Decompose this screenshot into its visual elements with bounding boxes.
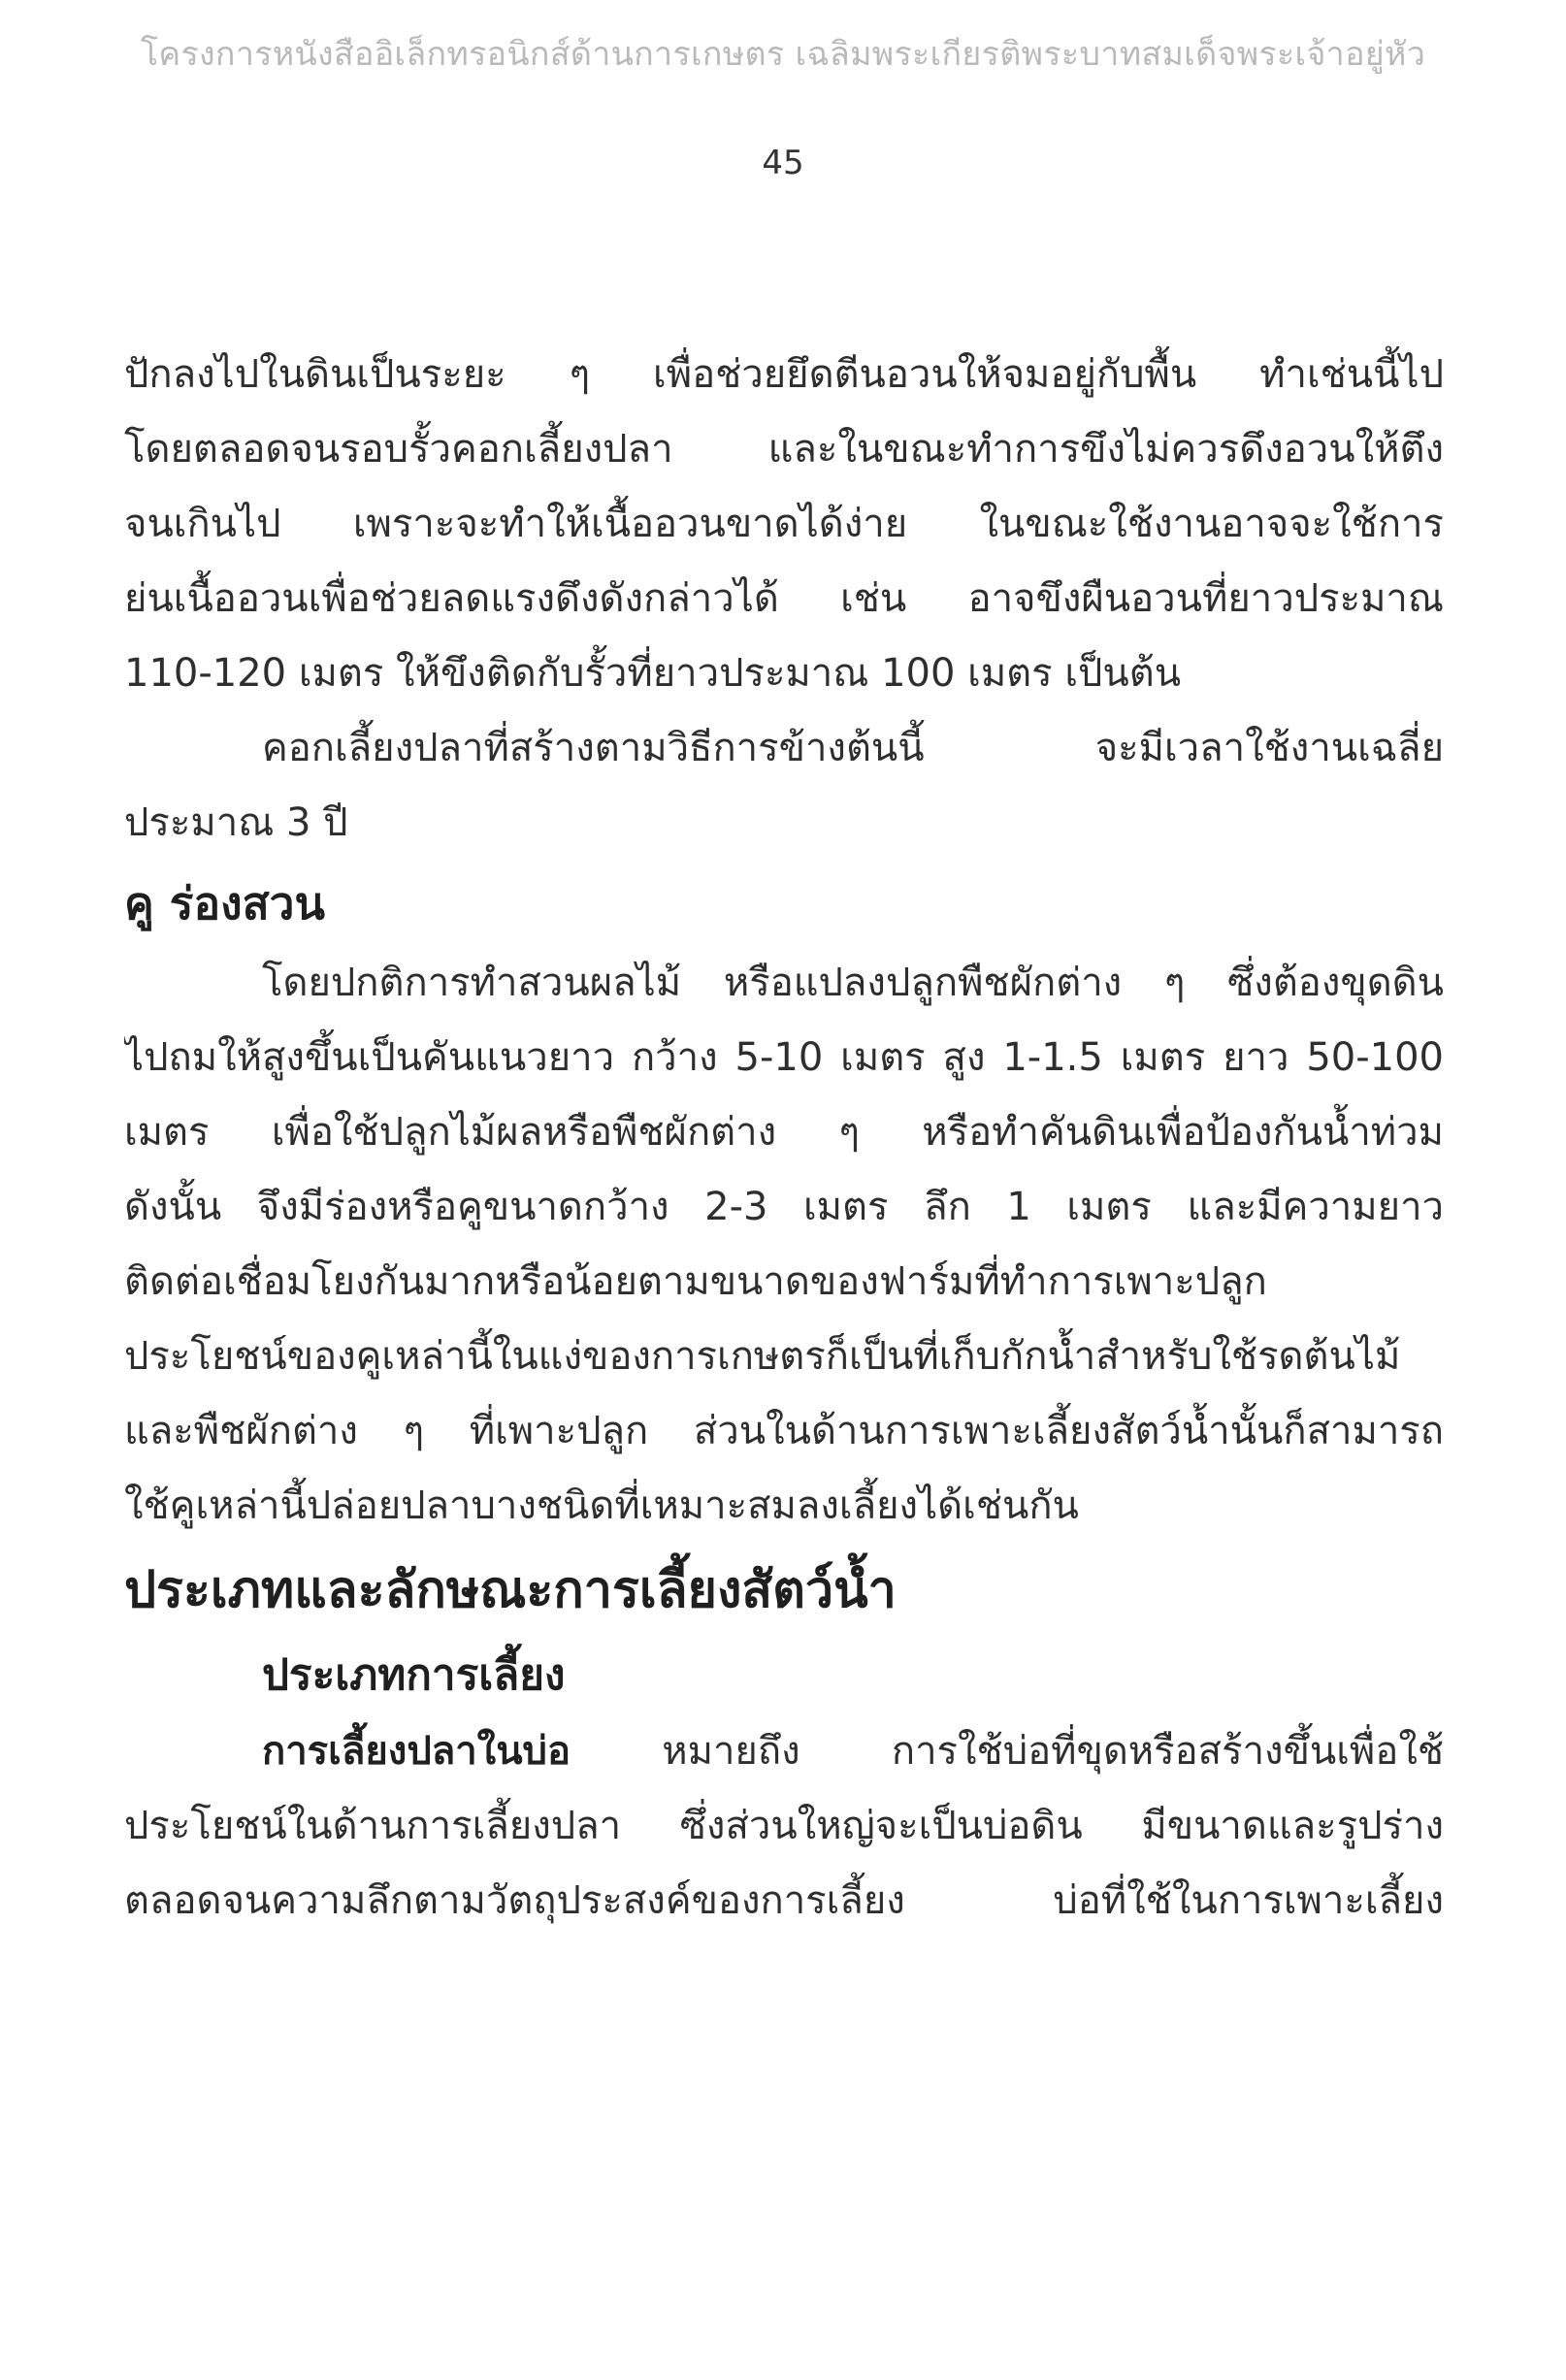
- body-line: ประมาณ 3 ปี: [124, 800, 348, 845]
- body-line: 110-120 เมตร ให้ขึงติดกับรั้วที่ยาวประมาณ 100 เมตร เป็นต้น: [124, 651, 1182, 696]
- page-number: 45: [762, 144, 804, 182]
- body-line: ย่นเนื้ออวนเพื่อช่วยลดแรงดึงดังกล่าวได้ เช่น อาจขึงผืนอวนที่ยาวประมาณ: [124, 576, 1444, 621]
- body-line: โดยตลอดจนรอบรั้วคอกเลี้ยงปลา และในขณะทำการขึงไม่ควรดึงอวนให้ตึง: [124, 427, 1444, 472]
- body-line: โดยปกติการทำสวนผลไม้ หรือแปลงปลูกพืชผักต่าง ๆ ซึ่งต้องขุดดิน: [262, 961, 1444, 1005]
- body-line: ไปถมให้สูงขึ้นเป็นคันแนวยาว กว้าง 5-10 เมตร สูง 1-1.5 เมตร ยาว 50-100: [124, 1035, 1444, 1080]
- body-line: และพืชผักต่าง ๆ ที่เพาะปลูก ส่วนในด้านการเพาะเลี้ยงสัตว์น้ำนั้นก็สามารถ: [124, 1409, 1444, 1453]
- body-line: ติดต่อเชื่อมโยงกันมากหรือน้อยตามขนาดของฟาร์มที่ทำการเพาะปลูก: [124, 1259, 1267, 1304]
- section-heading: คู ร่องสวน: [124, 877, 325, 929]
- body-line: ปักลงไปในดินเป็นระยะ ๆ เพื่อช่วยยึดตีนอวนให้จมอยู่กับพื้น ทำเช่นนี้ไป: [124, 352, 1444, 397]
- body-line: ใช้คูเหล่านี้ปล่อยปลาบางชนิดที่เหมาะสมลงเลี้ยงได้เช่นกัน: [124, 1483, 1079, 1528]
- body-line: [124, 1714, 1444, 1789]
- running-header: โครงการหนังสืออิเล็กทรอนิกส์ด้านการเกษตร เฉลิมพระเกียรติพระบาทสมเด็จพระเจ้าอยู่หัว: [140, 35, 1426, 74]
- defined-term: การเลี้ยงปลาในบ่อ: [262, 1729, 571, 1774]
- body-line: ประโยชน์ในด้านการเลี้ยงปลา ซึ่งส่วนใหญ่จะเป็นบ่อดิน มีขนาดและรูปร่าง: [124, 1804, 1444, 1848]
- body-line: เมตร เพื่อใช้ปลูกไม้ผลหรือพืชผักต่าง ๆ หรือทำคันดินเพื่อป้องกันน้ำท่วม: [124, 1110, 1444, 1155]
- body-line: จนเกินไป เพราะจะทำให้เนื้ออวนขาดได้ง่าย ในขณะใช้งานอาจจะใช้การ: [124, 502, 1444, 546]
- body-line: คอกเลี้ยงปลาที่สร้างตามวิธีการข้างต้นนี้ จะมีเวลาใช้งานเฉลี่ย: [262, 726, 1444, 770]
- section-heading: ประเภทและลักษณะการเลี้ยงสัตว์น้ำ: [124, 1561, 897, 1619]
- body-line: ประโยชน์ของคูเหล่านี้ในแง่ของการเกษตรก็เป็นที่เก็บกักน้ำสำหรับใช้รดต้นไม้: [124, 1334, 1401, 1379]
- term-definition: หมายถึง การใช้บ่อที่ขุดหรือสร้างขึ้นเพื่อใช้: [570, 1729, 1444, 1774]
- page-body: [124, 338, 1444, 1939]
- body-line: ตลอดจนความลึกตามวัตถุประสงค์ของการเลี้ยง บ่อที่ใช้ในการเพาะเลี้ยง: [124, 1878, 1444, 1923]
- subsection-heading: ประเภทการเลี้ยง: [262, 1650, 566, 1700]
- body-line: ดังนั้น จึงมีร่องหรือคูขนาดกว้าง 2-3 เมตร ลึก 1 เมตร และมีความยาว: [124, 1185, 1444, 1229]
